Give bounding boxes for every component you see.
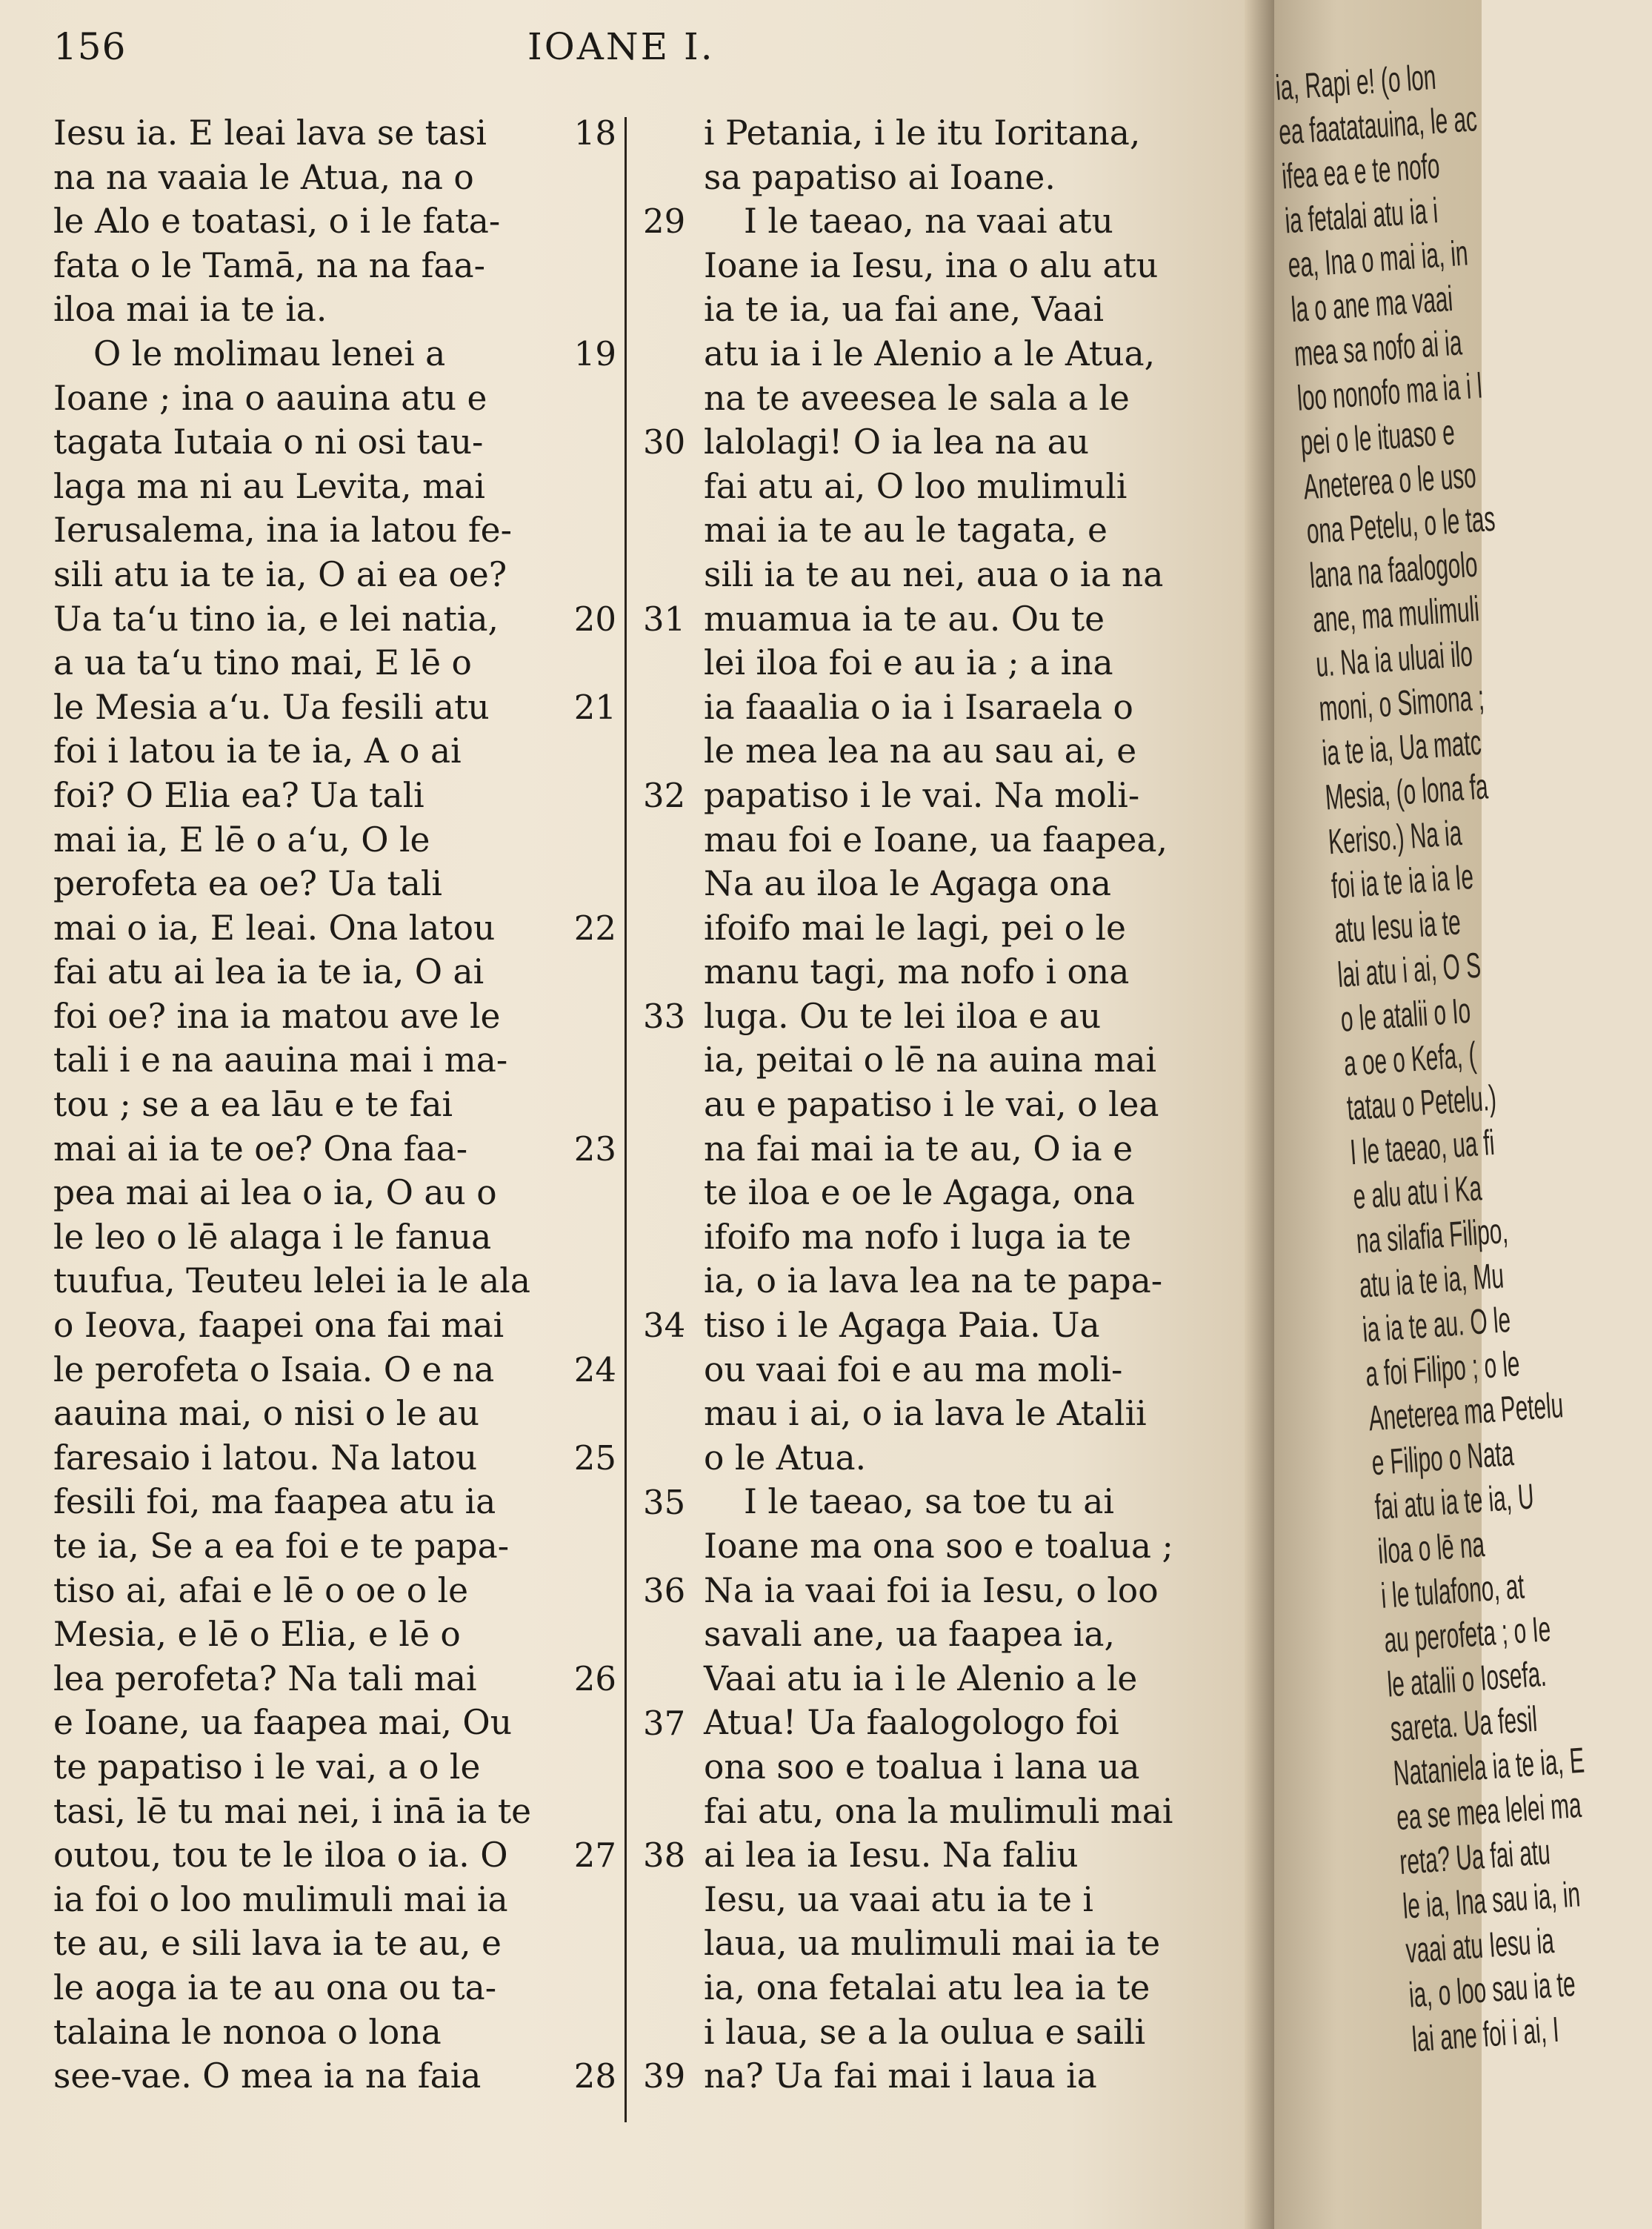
text-line: lei iloa foi e au ia ; a ina — [704, 643, 1113, 683]
adjacent-page-line: ia, o loo sau ia te — [1408, 1964, 1577, 2016]
running-head: IOANE I. — [527, 25, 715, 68]
text-line: e Ioane, ua faapea mai, Ou — [53, 1703, 513, 1743]
adjacent-page-line: pei o le ituaso e — [1299, 413, 1456, 463]
verse-number: 18 — [573, 113, 616, 153]
adjacent-page-line: a foi Filipo ; o le — [1364, 1344, 1522, 1395]
text-line: Ioane ia Iesu, ina o alu atu — [704, 245, 1159, 285]
text-line: mau foi e Ioane, ua faapea, — [704, 820, 1168, 860]
verse-number: 36 — [643, 1570, 686, 1610]
text-line: ifoifo mai le lagi, pei o le — [704, 908, 1126, 948]
adjacent-page — [1274, 0, 1586, 2229]
text-line: te au, e sili lava ia te au, e — [53, 1924, 502, 1964]
text-line: luga. Ou te lei iloa e au — [704, 996, 1102, 1036]
adjacent-page-line: tatau o Petelu.) — [1345, 1078, 1498, 1129]
text-line: tuufua, Teuteu lelei ia le ala — [53, 1261, 530, 1301]
text-line: fai atu ai lea ia te ia, O ai — [53, 952, 484, 992]
text-line: Ua ta‘u tino ia, e lei natia, — [53, 599, 499, 639]
adjacent-page-line: ea faatatauina, le ac — [1277, 99, 1479, 153]
adjacent-page-line: ea, Ina o mai ia, in — [1286, 233, 1470, 286]
text-line: ou vaai foi e au ma moli- — [704, 1349, 1123, 1389]
text-line: Mesia, e lē o Elia, e lē o — [53, 1615, 461, 1655]
adjacent-page-line: moni, o Simona ; — [1317, 678, 1486, 729]
text-line: Atua! Ua faalogologo foi — [704, 1703, 1119, 1743]
text-line: ia te ia, ua fai ane, Vaai — [704, 290, 1105, 330]
adjacent-page-line: reta? Ua fai atu — [1398, 1832, 1552, 1883]
adjacent-page-line: la o ane ma vaai — [1290, 279, 1454, 330]
text-line: i Petania, i le itu Ioritana, — [704, 113, 1141, 153]
text-line: mai o ia, E leai. Ona latou — [53, 908, 496, 948]
text-line: au e papatiso i le vai, o lea — [704, 1085, 1159, 1125]
text-line: mai ia te au le tagata, e — [704, 511, 1108, 551]
verse-number: 28 — [573, 2056, 616, 2096]
adjacent-page-line: Mesia, (o lona fa — [1324, 767, 1490, 818]
adjacent-page-line: ia fetalai atu ia i — [1283, 191, 1439, 242]
verse-number: 39 — [643, 2056, 686, 2096]
text-line: sa papatiso ai Ioane. — [704, 157, 1056, 197]
verse-number: 30 — [643, 422, 686, 462]
verse-number: 24 — [573, 1349, 616, 1389]
verse-number: 34 — [643, 1306, 686, 1346]
adjacent-page-line: lai atu i ai, O S — [1336, 946, 1482, 995]
adjacent-page-line: I le taeao, ua fi — [1348, 1123, 1496, 1173]
text-line: Iesu ia. E leai lava se tasi — [53, 113, 487, 153]
text-line: sili atu ia te ia, O ai ea oe? — [53, 554, 507, 594]
verse-number: 29 — [643, 202, 686, 242]
verse-number: 20 — [573, 599, 616, 639]
text-line: tou ; se a ea lāu e te fai — [53, 1085, 453, 1125]
adjacent-page-line: Nataniela ia te ia, E — [1392, 1741, 1586, 1794]
text-line: a ua ta‘u tino mai, E lē o — [53, 643, 472, 683]
text-line: papatiso i le vai. Na moli- — [704, 775, 1140, 815]
text-line: Ioane ; ina o aauina atu e — [53, 378, 487, 418]
text-line: ia faaalia o ia i Isaraela o — [704, 687, 1133, 727]
adjacent-page-line: atu Iesu ia te — [1333, 903, 1462, 951]
text-line: tasi, lē tu mai nei, i inā ia te — [53, 1791, 532, 1831]
adjacent-page-line: lai ane foi i ai, I — [1410, 2010, 1561, 2060]
text-line: na na vaaia le Atua, na o — [53, 157, 474, 197]
adjacent-page-line: u. Na ia uluai ilo — [1314, 634, 1474, 685]
text-line: laga ma ni au Levita, mai — [53, 466, 485, 506]
text-line: sili ia te au nei, aua o ia na — [704, 554, 1164, 594]
text-line: Ierusalema, ina ia latou fe- — [53, 511, 512, 551]
adjacent-page-line: e Filipo o Nata — [1370, 1434, 1516, 1484]
adjacent-page-line: iloa o lē na — [1376, 1525, 1486, 1572]
text-line: na te aveesea le sala a le — [704, 378, 1130, 418]
text-line: Vaai atu ia i le Alenio a le — [704, 1658, 1138, 1698]
text-line: aauina mai, o nisi o le au — [53, 1394, 480, 1434]
text-line: te ia, Se a ea foi e te papa- — [53, 1527, 510, 1566]
adjacent-page-line: i le tulafono, at — [1379, 1567, 1526, 1616]
adjacent-page-line: ia te ia, Ua matc — [1320, 722, 1483, 774]
text-line: ia, o ia lava lea na te papa- — [704, 1261, 1163, 1301]
adjacent-page-line: ane, ma mulimuli — [1311, 589, 1481, 641]
column-divider — [625, 117, 627, 2122]
text-line: ia foi o loo mulimuli mai ia — [53, 1879, 508, 1919]
adjacent-page-line: ia ia te au. O le — [1361, 1300, 1512, 1350]
adjacent-page-line: na silafia Filipo, — [1355, 1211, 1510, 1262]
text-line: i laua, se a la oulua e saili — [704, 2012, 1146, 2052]
text-line: mai ai ia te oe? Ona faa- — [53, 1129, 468, 1169]
text-line: Ioane ma ona soo e toalua ; — [704, 1527, 1173, 1566]
text-line: mau i ai, o ia lava le Atalii — [704, 1394, 1147, 1434]
adjacent-page-line: ia, Rapi e! (o lon — [1274, 57, 1438, 108]
text-line: le mea lea na au sau ai, e — [704, 731, 1137, 771]
text-line: tiso i le Agaga Paia. Ua — [704, 1306, 1100, 1346]
text-line: laua, ua mulimuli mai ia te — [704, 1924, 1161, 1964]
text-line: ifoifo ma nofo i luga ia te — [704, 1217, 1132, 1257]
adjacent-page-line: loo nonofo ma ia i l — [1296, 366, 1484, 419]
text-line: fata o le Tamā, na na faa- — [53, 245, 486, 285]
text-line: fesili foi, ma faapea atu ia — [53, 1482, 496, 1522]
text-line: iloa mai ia te ia. — [53, 290, 327, 330]
text-line: Iesu, ua vaai atu ia te i — [704, 1879, 1093, 1919]
adjacent-page-line: ona Petelu, o le tas — [1305, 499, 1496, 552]
adjacent-page-line: le ia, Ina sau ia, in — [1401, 1875, 1582, 1927]
text-line: I le taeao, na vaai atu — [744, 202, 1113, 242]
text-line: lea perofeta? Na tali mai — [53, 1658, 477, 1698]
text-line: o Ieova, faapei ona fai mai — [53, 1306, 504, 1346]
verse-number: 32 — [643, 776, 686, 815]
adjacent-page-line: vaai atu Iesu ia — [1404, 1921, 1556, 1971]
text-line: ia, ona fetalai atu lea ia te — [704, 1967, 1150, 2007]
text-line: fai atu ai, O loo mulimuli — [704, 466, 1128, 506]
text-line: ia, peitai o lē na auina mai — [704, 1040, 1157, 1080]
text-line: foi? O Elia ea? Ua tali — [53, 775, 424, 815]
text-line: foi oe? ina ia matou ave le — [53, 996, 501, 1036]
text-line: see-vae. O mea ia na faia — [53, 2056, 482, 2096]
text-line: tali i e na aauina mai i ma- — [53, 1040, 508, 1080]
text-line: te papatiso i le vai, a o le — [53, 1747, 481, 1787]
verse-number: 38 — [643, 1836, 686, 1876]
adjacent-page-line: au perofeta ; o Ie — [1382, 1610, 1552, 1661]
adjacent-page-line: lana na faalogolo — [1308, 545, 1479, 597]
text-line: le Mesia a‘u. Ua fesili atu — [53, 687, 490, 727]
text-line: o le Atua. — [704, 1438, 867, 1478]
text-line: na fai mai ia te au, O ia e — [704, 1129, 1133, 1169]
text-line: faresaio i latou. Na latou — [53, 1438, 478, 1478]
verse-number: 21 — [573, 687, 616, 727]
adjacent-page-line: ea se mea lelei ma — [1395, 1785, 1583, 1838]
adjacent-page-line: fai atu ia te ia, U — [1373, 1477, 1536, 1528]
adjacent-page-line: Aneterea ma Petelu — [1367, 1386, 1565, 1439]
adjacent-page-line: e alu atu i Ka — [1351, 1169, 1483, 1218]
text-line: outou, tou te le iloa o ia. O — [53, 1836, 508, 1876]
verse-number: 35 — [643, 1482, 686, 1522]
text-line: na? Ua fai mai i laua ia — [704, 2056, 1097, 2096]
text-line: fai atu, ona la mulimuli mai — [704, 1791, 1173, 1831]
text-line: tagata Iutaia o ni osi tau- — [53, 422, 484, 462]
verse-number: 22 — [573, 908, 616, 948]
text-line: pea mai ai lea o ia, O au o — [53, 1173, 497, 1213]
text-line: I le taeao, sa toe tu ai — [744, 1482, 1114, 1522]
text-line: O le molimau lenei a — [93, 333, 446, 373]
text-line: atu ia i le Alenio a le Atua, — [704, 333, 1156, 373]
text-line: foi i latou ia te ia, A o ai — [53, 731, 462, 771]
verse-number: 23 — [573, 1129, 616, 1169]
verse-number: 19 — [573, 334, 616, 373]
text-line: talaina le nonoa o lona — [53, 2012, 442, 2052]
verse-number: 27 — [573, 1836, 616, 1876]
adjacent-page-line: foi ia te ia ia Ie — [1330, 857, 1475, 907]
text-line: tiso ai, afai e lē o oe o le — [53, 1570, 469, 1610]
adjacent-page-line: ifea ea e te nofo — [1280, 146, 1442, 197]
text-line: le aoga ia te au ona ou ta- — [53, 1967, 497, 2007]
adjacent-page-line: le atalii o Iosefa. — [1385, 1654, 1548, 1705]
text-line: ona soo e toalua i lana ua — [704, 1747, 1140, 1787]
adjacent-page-line: Aneterea o le uso — [1302, 456, 1478, 508]
verse-number: 31 — [643, 599, 686, 639]
verse-number: 33 — [643, 997, 686, 1036]
adjacent-page-line: mea sa nofo ai ia — [1293, 323, 1464, 374]
text-line: le leo o lē alaga i le fanua — [53, 1217, 492, 1257]
verse-number: 37 — [643, 1703, 686, 1743]
verse-number: 26 — [573, 1659, 616, 1698]
text-line: te iloa e oe le Agaga, ona — [704, 1173, 1135, 1213]
text-line: savali ane, ua faapea ia, — [704, 1615, 1115, 1655]
text-line: ai lea ia Iesu. Na faliu — [704, 1836, 1079, 1876]
verse-number: 25 — [573, 1438, 616, 1478]
text-line: Na ia vaai foi ia Iesu, o loo — [704, 1570, 1159, 1610]
text-line: le Alo e toatasi, o i le fata- — [53, 202, 501, 242]
text-line: mai ia, E lē o a‘u, O le — [53, 820, 430, 860]
text-line: manu tagi, ma nofo i ona — [704, 952, 1130, 992]
adjacent-page-line: a oe o Kefa, ( — [1342, 1035, 1478, 1084]
text-line: lalolagi! O ia lea na au — [704, 422, 1090, 462]
adjacent-page-line: atu ia te ia, Mu — [1358, 1256, 1505, 1306]
left-text-column — [53, 111, 570, 2099]
text-line: Na au iloa le Agaga ona — [704, 864, 1111, 904]
page-number: 156 — [53, 25, 127, 68]
text-line: muamua ia te au. Ou te — [704, 599, 1105, 639]
text-line: le perofeta o Isaia. O e na — [53, 1349, 495, 1389]
right-text-column — [704, 111, 1199, 2099]
text-line: perofeta ea oe? Ua tali — [53, 864, 442, 904]
adjacent-page-line: sareta. Ua fesil — [1389, 1699, 1539, 1750]
adjacent-page-line: Keriso.) Na ia — [1327, 813, 1463, 863]
adjacent-page-line: o le atalii o Io — [1339, 991, 1472, 1040]
adjacent-page-text — [1274, 50, 1652, 2063]
